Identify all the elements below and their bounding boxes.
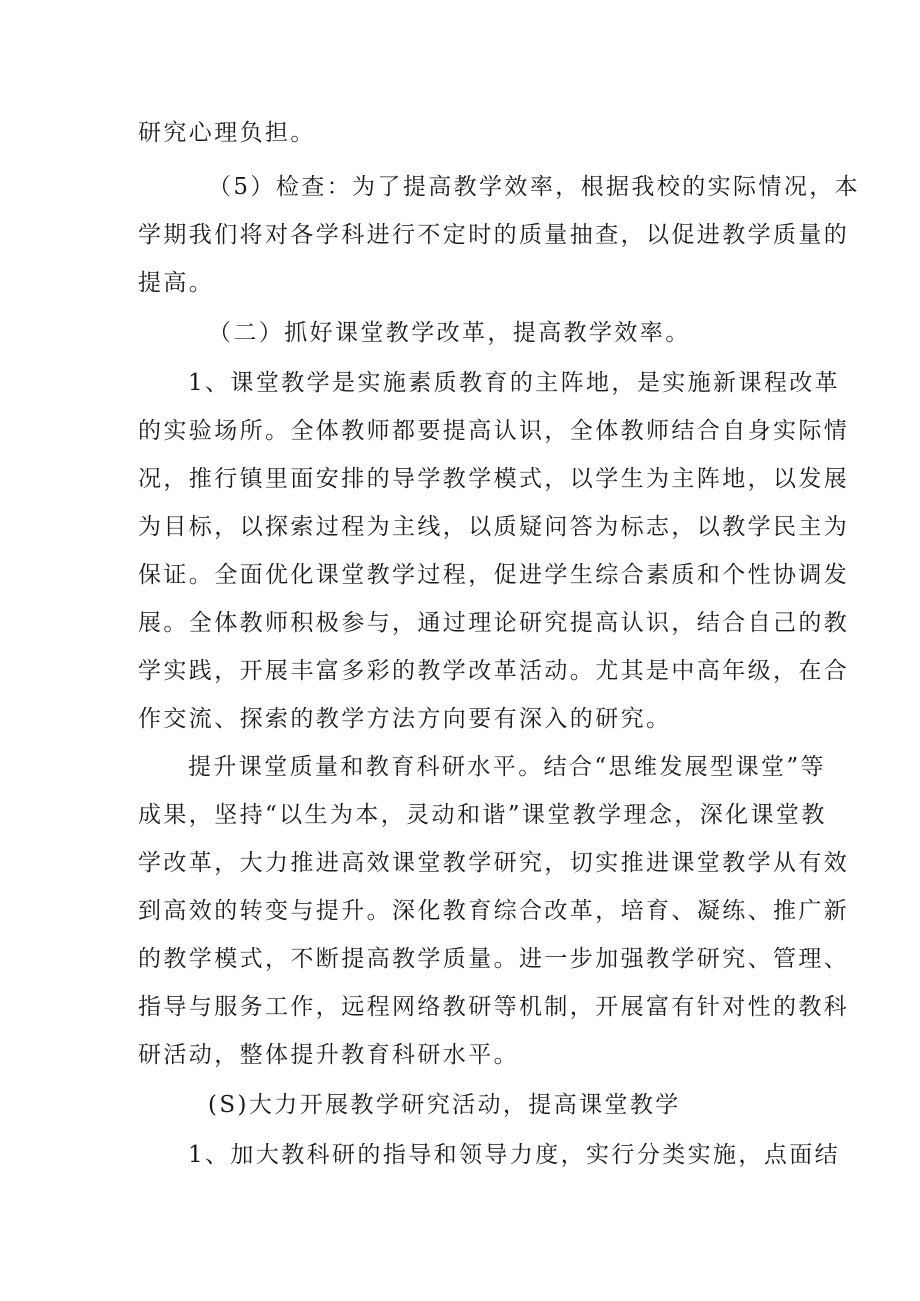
text-line: 展。全体教师积极参与，通过理论研究提高认识，结合自己的教: [138, 610, 850, 636]
text-line: 的教学模式，不断提高教学质量。进一步加强教学研究、管理、: [138, 946, 850, 972]
text-line: 1、课堂教学是实施素质教育的主阵地，是实施新课程改革: [188, 370, 841, 396]
section-heading: (S)大力开展教学研究活动，提高课堂教学: [208, 1092, 681, 1118]
text-line: 提高。: [138, 270, 215, 296]
text-line: 作交流、探索的教学方法方向要有深入的研究。: [138, 706, 672, 732]
text-line: 保证。全面优化课堂教学过程，促进学生综合素质和个性协调发: [138, 562, 850, 588]
text-line: 指导与服务工作，远程网络教研等机制，开展富有针对性的教科: [138, 994, 850, 1020]
text-line: 况，推行镇里面安排的导学教学模式，以学生为主阵地，以发展: [138, 466, 850, 492]
text-line: 学实践，开展丰富多彩的教学改革活动。尤其是中高年级，在合: [138, 658, 850, 684]
text-line: （5）检查：为了提高教学效率，根据我校的实际情况，本: [208, 174, 861, 200]
text-line: 的实验场所。全体教师都要提高认识，全体教师结合自身实际情: [138, 418, 850, 444]
text-line: 1、加大教科研的指导和领导力度，实行分类实施，点面结: [188, 1142, 841, 1168]
text-line: 成果，坚持“以生为本，灵动和谐”课堂教学理念，深化课堂教: [138, 802, 827, 828]
text-line: 学改革，大力推进高效课堂教学研究，切实推进课堂教学从有效: [138, 850, 850, 876]
text-line: 研活动，整体提升教育科研水平。: [138, 1042, 519, 1068]
text-line: 研究心理负担。: [138, 120, 316, 146]
text-line: 学期我们将对各学科进行不定时的质量抽查，以促进教学质量的: [138, 222, 850, 248]
text-line: 为目标，以探索过程为主线，以质疑问答为标志，以教学民主为: [138, 514, 850, 540]
text-line: 到高效的转变与提升。深化教育综合改革，培育、凝练、推广新: [138, 898, 850, 924]
section-heading: （二）抓好课堂教学改革，提高教学效率。: [208, 320, 691, 346]
text-line: 提升课堂质量和教育科研水平。结合“思维发展型课堂”等: [188, 754, 826, 780]
